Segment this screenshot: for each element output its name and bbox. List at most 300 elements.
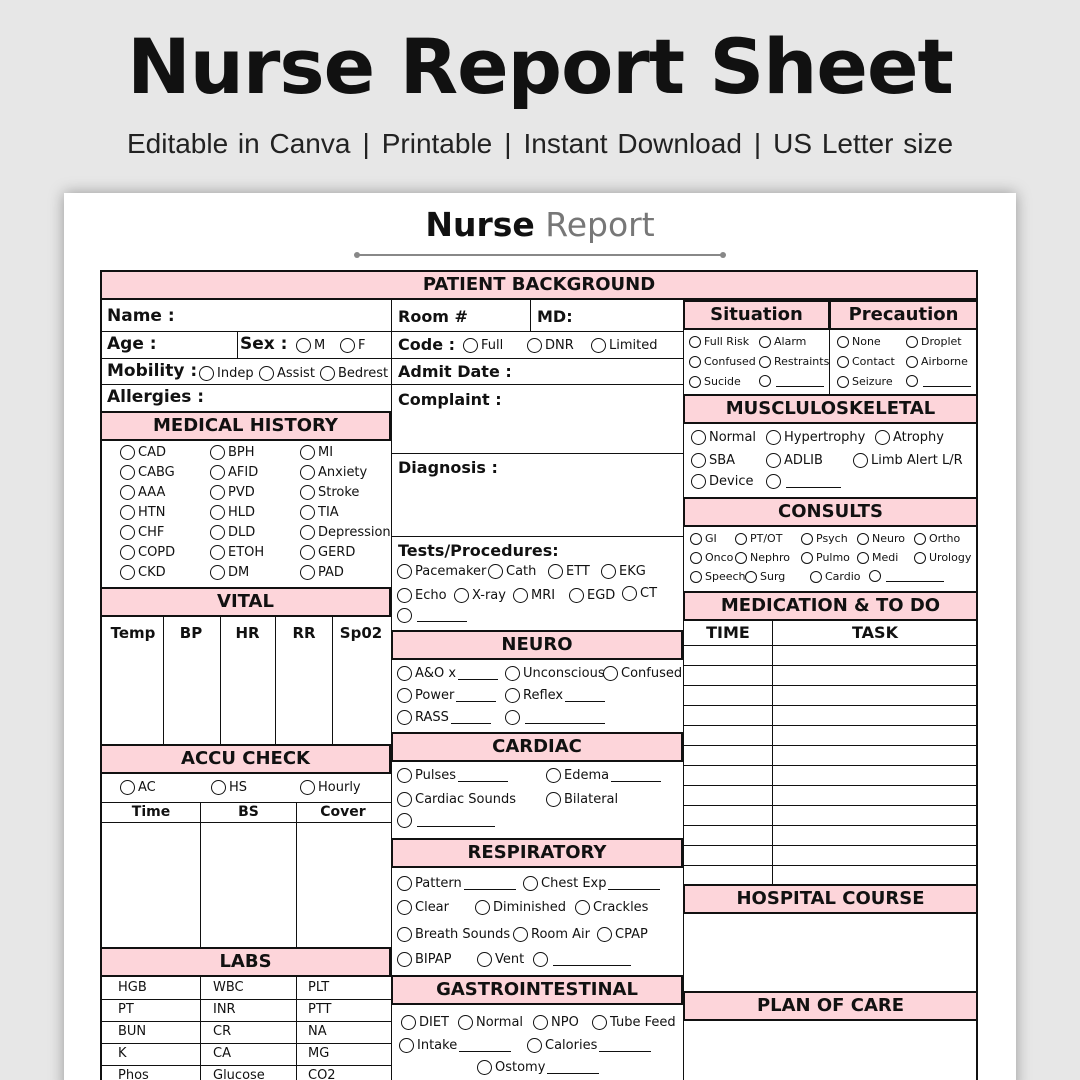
checkbox-option[interactable] (120, 485, 165, 500)
option-label: F (358, 338, 366, 353)
option-label: Atrophy (893, 430, 944, 445)
fill-in-blank[interactable] (525, 712, 605, 724)
checkbox-option[interactable] (533, 952, 631, 967)
grid-line (683, 665, 978, 666)
option-label: Psych (816, 532, 848, 545)
option-label: X-ray (472, 588, 506, 603)
checkbox-option[interactable] (689, 355, 756, 368)
checkbox-option[interactable] (401, 1015, 449, 1030)
checkbox-option[interactable] (513, 927, 590, 942)
checkbox-option[interactable] (906, 355, 968, 368)
lab-cell: BUN (118, 1024, 147, 1039)
option-label: Unconscious (523, 666, 605, 681)
option-label: Urology (929, 551, 972, 564)
checkbox-option[interactable] (801, 551, 850, 564)
fill-in-blank[interactable] (553, 954, 631, 966)
checkbox-option[interactable] (300, 505, 339, 520)
fill-in-blank[interactable] (417, 610, 467, 622)
radio-icon (397, 588, 412, 603)
vital-col-bp: BP (179, 624, 203, 642)
radio-icon (735, 552, 747, 564)
checkbox-option[interactable] (397, 952, 452, 967)
row-line (391, 453, 683, 454)
checkbox-option[interactable] (120, 465, 175, 480)
checkbox-option[interactable] (210, 465, 258, 480)
checkbox-option[interactable] (397, 768, 508, 783)
option-label: MI (318, 445, 334, 460)
mobility-assist-option[interactable] (259, 366, 315, 381)
fill-in-blank[interactable] (458, 668, 498, 680)
checkbox-option[interactable] (488, 564, 536, 579)
grid-line (683, 825, 978, 826)
option-label: Breath Sounds (415, 927, 511, 942)
checkbox-option[interactable] (210, 545, 264, 560)
checkbox-option[interactable] (397, 564, 486, 579)
radio-icon (869, 570, 881, 582)
lab-cell: CR (213, 1024, 232, 1039)
radio-icon (120, 780, 135, 795)
option-label: COPD (138, 545, 176, 560)
checkbox-option[interactable] (759, 375, 824, 387)
option-label: Cath (506, 564, 537, 579)
checkbox-option[interactable] (601, 564, 646, 579)
radio-icon (399, 1038, 414, 1053)
checkbox-option[interactable] (477, 1060, 599, 1075)
radio-icon (857, 552, 869, 564)
checkbox-option[interactable] (120, 565, 166, 580)
admit-date-label: Admit Date : (398, 362, 512, 381)
checkbox-option[interactable] (690, 551, 733, 564)
option-label: GI (705, 532, 717, 545)
radio-icon (601, 564, 616, 579)
option-label: Normal (476, 1015, 524, 1030)
option-label: EKG (619, 564, 646, 579)
checkbox-option[interactable] (300, 545, 355, 560)
radio-icon (454, 588, 469, 603)
checkbox-option[interactable] (523, 876, 660, 891)
fill-in-blank[interactable] (611, 770, 661, 782)
radio-icon (120, 545, 135, 560)
fill-in-blank[interactable] (458, 770, 508, 782)
grid-line (683, 845, 978, 846)
option-label: Chest Exp (541, 876, 607, 891)
checkbox-option[interactable] (300, 525, 391, 540)
hospital-course-header: HOSPITAL COURSE (683, 884, 978, 914)
checkbox-option[interactable] (505, 666, 605, 681)
option-label: NPO (551, 1015, 579, 1030)
radio-icon (300, 465, 315, 480)
checkbox-option[interactable] (300, 465, 367, 480)
checkbox-option[interactable] (735, 532, 782, 545)
radio-icon (397, 813, 412, 828)
radio-icon (505, 666, 520, 681)
checkbox-option[interactable] (766, 430, 865, 445)
vital-col-temp: Temp (110, 624, 156, 642)
checkbox-option[interactable] (475, 900, 566, 915)
option-label: Limited (609, 338, 658, 353)
option-label: Airborne (921, 355, 968, 368)
radio-icon (397, 710, 412, 725)
option-label: RASS (415, 710, 449, 725)
checkbox-option[interactable] (875, 430, 944, 445)
option-label: Sucide (704, 375, 741, 388)
situation-header: Situation (683, 300, 830, 330)
option-label: Ortho (929, 532, 961, 545)
lab-cell: INR (213, 1002, 236, 1017)
accu-ac-option[interactable] (120, 780, 156, 795)
option-label: Cardio (825, 570, 861, 583)
checkbox-option[interactable] (527, 1038, 651, 1053)
option-label: Anxiety (318, 465, 368, 480)
fill-in-blank[interactable] (786, 476, 841, 488)
option-label: Hypertrophy (784, 430, 866, 445)
radio-icon (591, 338, 606, 353)
radio-icon (397, 927, 412, 942)
checkbox-option[interactable] (592, 1015, 676, 1030)
lab-cell: CO2 (308, 1068, 336, 1080)
fill-in-blank[interactable] (464, 878, 516, 890)
radio-icon (477, 952, 492, 967)
option-label: Ostomy (495, 1060, 546, 1075)
checkbox-option[interactable] (690, 532, 717, 545)
sex-m-option[interactable] (296, 338, 325, 353)
option-label: Diminished (493, 900, 567, 915)
radio-icon (458, 1015, 473, 1030)
row-line (391, 536, 683, 537)
option-label: Neuro (872, 532, 905, 545)
fill-in-blank[interactable] (776, 375, 824, 387)
radio-icon (759, 336, 771, 348)
radio-icon (463, 338, 478, 353)
cell-divider (296, 802, 297, 947)
md-label: MD: (537, 307, 573, 326)
code-limited-option[interactable] (591, 338, 657, 353)
grid-line (683, 745, 978, 746)
gastrointestinal-header: GASTROINTESTINAL (391, 975, 683, 1005)
checkbox-option[interactable] (810, 570, 861, 583)
radio-icon (120, 445, 135, 460)
checkbox-option[interactable] (569, 588, 615, 603)
lab-cell: WBC (213, 980, 244, 995)
accu-hs-option[interactable] (211, 780, 247, 795)
accu-col-time: Time (131, 804, 171, 820)
radio-icon (488, 564, 503, 579)
checkbox-option[interactable] (210, 485, 255, 500)
checkbox-option[interactable] (691, 474, 753, 489)
option-label: M (314, 338, 326, 353)
lab-cell: PT (118, 1002, 134, 1017)
option-label: Vent (495, 952, 525, 967)
checkbox-option[interactable] (477, 952, 524, 967)
row-line (100, 384, 391, 385)
grid-line (683, 645, 978, 646)
option-label: Cardiac Sounds (415, 792, 516, 807)
radio-icon (505, 710, 520, 725)
option-label: Full (481, 338, 504, 353)
row-line (100, 802, 391, 803)
vital-header: VITAL (100, 587, 391, 617)
checkbox-option[interactable] (857, 532, 905, 545)
code-label: Code : (398, 335, 456, 354)
checkbox-option[interactable] (397, 608, 467, 623)
checkbox-option[interactable] (399, 1038, 511, 1053)
option-label: Speech (705, 570, 746, 583)
radio-icon (603, 666, 618, 681)
lab-cell: K (118, 1046, 127, 1061)
radio-icon (300, 525, 315, 540)
accu-hourly-option[interactable] (300, 780, 361, 795)
radio-icon (759, 375, 771, 387)
fill-in-blank[interactable] (456, 690, 496, 702)
checkbox-option[interactable] (120, 445, 166, 460)
option-label: Confused (704, 355, 756, 368)
allergies-label: Allergies : (107, 387, 205, 407)
lab-cell: HGB (118, 980, 147, 995)
cell-divider (275, 617, 276, 744)
row-line (391, 358, 683, 359)
grid-line (100, 1065, 391, 1066)
option-label: Seizure (852, 375, 893, 388)
option-label: ADLIB (784, 453, 823, 468)
radio-icon (546, 792, 561, 807)
radio-icon (801, 552, 813, 564)
checkbox-option[interactable] (210, 505, 255, 520)
title-divider (356, 254, 724, 256)
radio-icon (320, 366, 335, 381)
checkbox-option[interactable] (533, 1015, 579, 1030)
fill-in-blank[interactable] (886, 570, 944, 582)
checkbox-option[interactable] (914, 551, 971, 564)
option-label: None (852, 335, 881, 348)
checkbox-option[interactable] (397, 876, 516, 891)
checkbox-option[interactable] (837, 375, 893, 388)
radio-icon (300, 780, 315, 795)
cell-divider (530, 300, 531, 331)
checkbox-option[interactable] (597, 927, 648, 942)
age-label: Age : (107, 334, 157, 354)
checkbox-option[interactable] (766, 453, 823, 468)
radio-icon (300, 565, 315, 580)
checkbox-option[interactable] (548, 564, 590, 579)
option-label: Power (415, 688, 455, 703)
checkbox-option[interactable] (300, 445, 333, 460)
checkbox-option[interactable] (397, 588, 447, 603)
radio-icon (397, 564, 412, 579)
radio-icon (766, 453, 781, 468)
checkbox-option[interactable] (575, 900, 648, 915)
checkbox-option[interactable] (120, 545, 175, 560)
vital-col-spo2: Sp02 (339, 624, 383, 642)
checkbox-option[interactable] (397, 813, 495, 828)
checkbox-option[interactable] (689, 335, 749, 348)
checkbox-option[interactable] (690, 570, 746, 583)
cell-divider (332, 617, 333, 744)
option-label: Contact (852, 355, 895, 368)
radio-icon (533, 1015, 548, 1030)
radio-icon (397, 876, 412, 891)
checkbox-option[interactable] (454, 588, 506, 603)
checkbox-option[interactable] (766, 474, 841, 489)
option-label: DLD (228, 525, 256, 540)
checkbox-option[interactable] (513, 588, 555, 603)
checkbox-option[interactable] (505, 688, 605, 703)
fill-in-blank[interactable] (459, 1040, 511, 1052)
radio-icon (296, 338, 311, 353)
radio-icon (120, 485, 135, 500)
checkbox-option[interactable] (689, 375, 741, 388)
checkbox-option[interactable] (603, 666, 682, 681)
checkbox-option[interactable] (906, 375, 971, 387)
fill-in-blank[interactable] (608, 878, 660, 890)
checkbox-option[interactable] (853, 453, 963, 468)
checkbox-option[interactable] (397, 927, 510, 942)
radio-icon (592, 1015, 607, 1030)
option-label: Pulses (415, 768, 457, 783)
fill-in-blank[interactable] (599, 1040, 651, 1052)
checkbox-option[interactable] (397, 688, 496, 703)
sheet-title (64, 205, 1016, 244)
radio-icon (857, 533, 869, 545)
grid-line (683, 865, 978, 866)
radio-icon (523, 876, 538, 891)
checkbox-option[interactable] (801, 532, 848, 545)
row-line (100, 331, 391, 332)
radio-icon (548, 564, 563, 579)
option-label: Echo (415, 588, 447, 603)
checkbox-option[interactable] (759, 335, 806, 348)
checkbox-option[interactable] (397, 710, 491, 725)
radio-icon (210, 565, 225, 580)
checkbox-option[interactable] (397, 666, 498, 681)
lab-cell: PTT (308, 1002, 332, 1017)
checkbox-option[interactable] (837, 355, 895, 368)
radio-icon (837, 336, 849, 348)
radio-icon (622, 586, 637, 601)
checkbox-option[interactable] (546, 792, 618, 807)
checkbox-option[interactable] (914, 532, 960, 545)
option-label: CAD (138, 445, 166, 460)
code-dnr-option[interactable] (527, 338, 574, 353)
grid-line (100, 1021, 391, 1022)
checkbox-option[interactable] (622, 586, 657, 601)
diagnosis-label: Diagnosis : (398, 458, 498, 477)
sex-f-option[interactable] (340, 338, 365, 353)
checkbox-option[interactable] (735, 551, 790, 564)
checkbox-option[interactable] (300, 485, 359, 500)
checkbox-option[interactable] (505, 710, 605, 725)
checkbox-option[interactable] (210, 525, 255, 540)
radio-icon (477, 1060, 492, 1075)
radio-icon (690, 552, 702, 564)
radio-icon (597, 927, 612, 942)
checkbox-option[interactable] (759, 355, 829, 368)
radio-icon (691, 430, 706, 445)
option-label: Confused (621, 666, 683, 681)
sex-label: Sex : (240, 334, 288, 354)
checkbox-option[interactable] (210, 565, 249, 580)
checkbox-option[interactable] (691, 430, 756, 445)
radio-icon (505, 688, 520, 703)
mobility-indep-option[interactable] (199, 366, 254, 381)
checkbox-option[interactable] (837, 335, 881, 348)
fill-in-blank[interactable] (417, 815, 495, 827)
radio-icon (735, 533, 747, 545)
checkbox-option[interactable] (857, 551, 898, 564)
radio-icon (199, 366, 214, 381)
medication-todo-header: MEDICATION & TO DO (683, 591, 978, 621)
radio-icon (766, 430, 781, 445)
option-label: SBA (709, 453, 736, 468)
option-label: Pacemaker (415, 564, 487, 579)
radio-icon (397, 768, 412, 783)
grid-line (200, 977, 201, 1080)
vital-col-rr: RR (292, 624, 316, 642)
radio-icon (689, 376, 701, 388)
fill-in-blank[interactable] (923, 375, 971, 387)
complaint-label: Complaint : (398, 390, 502, 409)
cardiac-header: CARDIAC (391, 732, 683, 762)
checkbox-option[interactable] (300, 565, 344, 580)
row-line (391, 331, 683, 332)
grid-line (683, 705, 978, 706)
checkbox-option[interactable] (210, 445, 255, 460)
checkbox-option[interactable] (120, 505, 165, 520)
option-label: Surg (760, 570, 786, 583)
option-label: EGD (587, 588, 616, 603)
radio-icon (691, 453, 706, 468)
precaution-header: Precaution (829, 300, 978, 330)
checkbox-option[interactable] (397, 792, 516, 807)
option-label: Bilateral (564, 792, 619, 807)
fill-in-blank[interactable] (547, 1062, 599, 1074)
grid-line (296, 977, 297, 1080)
checkbox-option[interactable] (745, 570, 785, 583)
checkbox-option[interactable] (120, 525, 164, 540)
radio-icon (853, 453, 868, 468)
radio-icon (120, 565, 135, 580)
radio-icon (906, 356, 918, 368)
radio-icon (120, 465, 135, 480)
option-label: AAA (138, 485, 166, 500)
fill-in-blank[interactable] (451, 712, 491, 724)
radio-icon (210, 505, 225, 520)
radio-icon (759, 356, 771, 368)
radio-icon (569, 588, 584, 603)
option-label: Hourly (318, 780, 361, 795)
grid-line (100, 1043, 391, 1044)
radio-icon (801, 533, 813, 545)
checkbox-option[interactable] (691, 453, 735, 468)
checkbox-option[interactable] (906, 335, 962, 348)
option-label: DM (228, 565, 250, 580)
checkbox-option[interactable] (397, 900, 449, 915)
room-label: Room # (398, 307, 468, 326)
radio-icon (690, 533, 702, 545)
checkbox-option[interactable] (869, 570, 944, 582)
grid-line (100, 999, 391, 1000)
option-label: Restraints (774, 355, 830, 368)
code-full-option[interactable] (463, 338, 503, 353)
fill-in-blank[interactable] (565, 690, 605, 702)
option-label: HTN (138, 505, 166, 520)
grid-line (683, 805, 978, 806)
option-label: CKD (138, 565, 166, 580)
checkbox-option[interactable] (458, 1015, 523, 1030)
option-label: MRI (531, 588, 556, 603)
checkbox-option[interactable] (546, 768, 661, 783)
option-label: Intake (417, 1038, 458, 1053)
mobility-bedrest-option[interactable] (320, 366, 388, 381)
